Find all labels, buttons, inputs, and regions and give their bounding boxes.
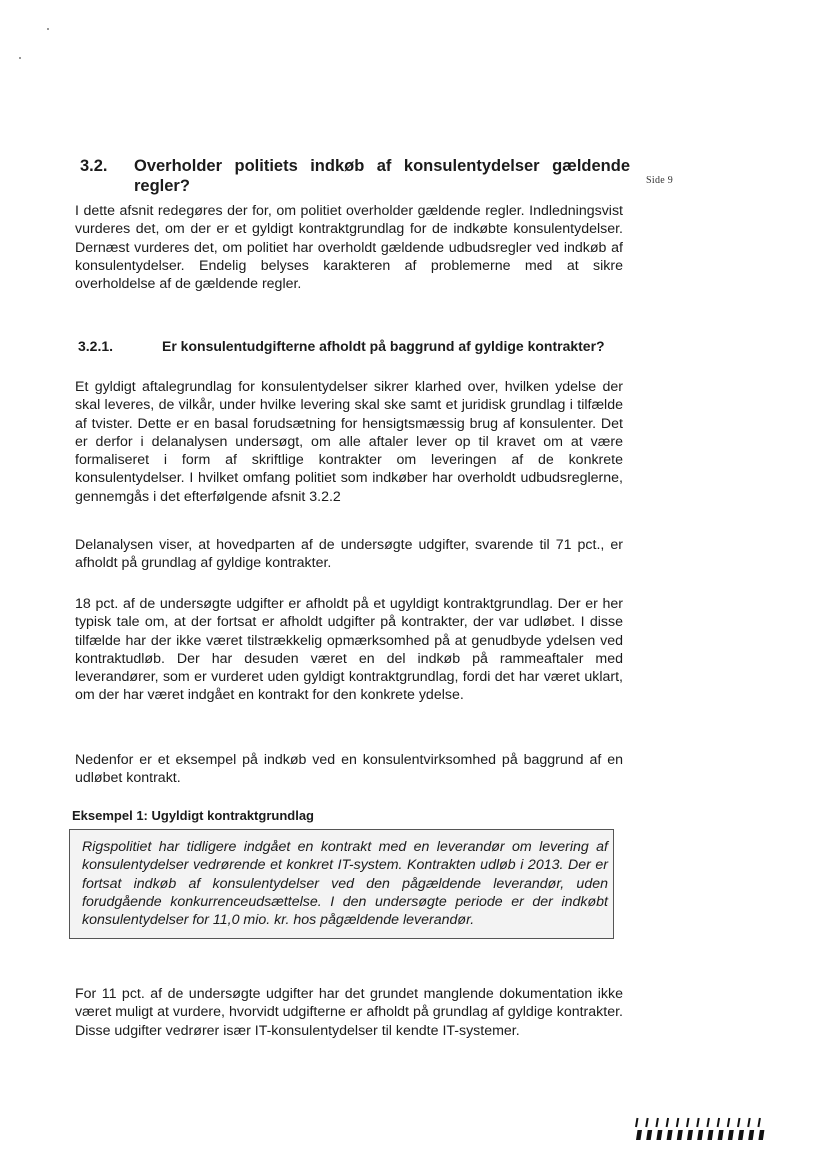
section-heading-3-2-1 (78, 337, 630, 355)
section-heading-3-2 (80, 156, 630, 196)
example-title: Eksempel 1: Ugyldigt kontraktgrundlag (72, 808, 314, 823)
subsection-title: Er konsulentudgifterne afholdt på baggrund af gyldige kontrakter? (162, 338, 605, 354)
body-paragraph: Et gyldigt aftalegrundlag for konsulentydelser sikrer klarhed over, hvilken ydelse der skal leveres, de vilkår, under hvilke levering skal ske samt et juridisk grundlag i tilfælde af tvister. Dette er en basal forudsætning for hensigtsmæssig brug af konsulenter. Det er derfor i delanalysen undersøgt, om alle aftaler lever op til kravet om at være formaliseret i form af skriftlige kontrakter om leveringen af de konkrete konsulentydelser. I hvilket omfang politiet som indkøber har overholdt udbudsreglerne, gennemgås i det efterfølgende afsnit 3.2.2 (75, 379, 623, 505)
section-number: 3.2. (80, 157, 108, 175)
body-paragraph: 18 pct. af de undersøgte udgifter er afholdt på et ugyldigt kontraktgrundlag. Der er her typisk tale om, at der fortsat er afholdt udgifter på kontrakter, der var udløbet. I disse tilfælde har der ikke været tilstrækkelig opmærksomhed på at genudbyde ydelsen ved kontraktudløb. Der har desuden været en del indkøb på rammeaftaler med leverandører, som er vurderet uden gyldigt kontraktgrundlag, fordi det har været uklart, om der har været indgået en kontrakt for den konkrete ydelse. (75, 596, 623, 704)
body-paragraph: Delanalysen viser, at hovedparten af de undersøgte udgifter, svarende til 71 pct., er afholdt på grundlag af gyldige kontrakter. (75, 537, 623, 572)
subsection-number: 3.2.1. (78, 338, 114, 354)
section-title: Overholder politiets indkøb af konsulentydelser gældende regler? (134, 157, 630, 195)
body-paragraph: Nedenfor er et eksempel på indkøb ved en konsulentvirksomhed på baggrund af en udløbet kontrakt. (75, 752, 623, 787)
closing-paragraph: For 11 pct. af de undersøgte udgifter har det grundet manglende dokumentation ikke været muligt at vurdere, hvorvidt udgifterne er afholdt på grundlag af gyldige kontrakter. Disse udgifter vedrører især IT-konsulentydelser til kendte IT-systemer. (75, 986, 623, 1039)
scan-speck (19, 57, 21, 59)
scan-speck (47, 28, 49, 30)
section-intro-paragraph: I dette afsnit redegøres der for, om politiet overholder gældende regler. Indledningsvist vurderes det, om der er et gyldigt kontraktgrundlag for de indkøbte konsulentydelser. Dernæst vurderes det, om politiet har overholdt gældende udbudsregler ved indkøb af konsulentydelser. Endelig belyses karakteren af problemerne med at sikre overholdelse af de gældende regler. (75, 203, 623, 293)
scan-barcode-mark (632, 1117, 768, 1141)
page-number-label: Side 9 (646, 175, 674, 186)
example-text: Rigspolitiet har tidligere indgået en kontrakt med en leverandør om levering af konsulentydelser vedrørende et konkret IT-system. Kontrakten udløb i 2013. Der er fortsat indkøb af konsulentydelser ved den pågældende leverandør, uden forudgående konkurrenceudsættelse. I den undersøgte periode er der indkøbt konsulentydelser for 11,0 mio. kr. hos pågældende leverandør. (82, 839, 608, 929)
